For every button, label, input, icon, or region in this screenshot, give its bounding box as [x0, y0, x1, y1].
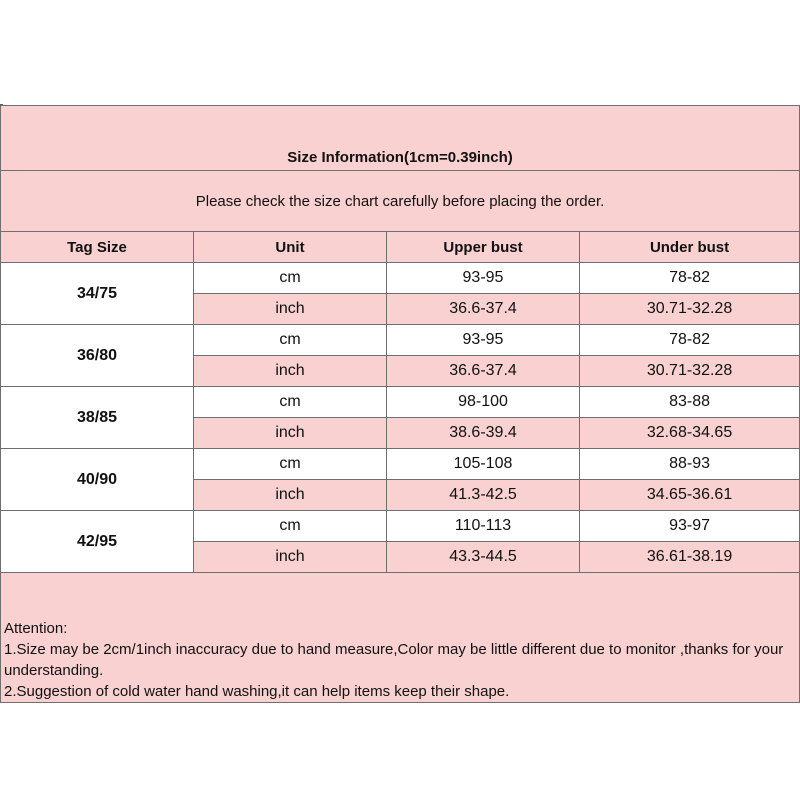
upper-bust-cell: 98-100	[387, 387, 580, 418]
under-bust-cell: 34.65-36.61	[580, 480, 800, 511]
upper-bust-cell: 41.3-42.5	[387, 480, 580, 511]
header-tag-size: Tag Size	[1, 232, 194, 263]
unit-cell: inch	[194, 356, 387, 387]
unit-cell: cm	[194, 449, 387, 480]
unit-cell: cm	[194, 387, 387, 418]
under-bust-cell: 83-88	[580, 387, 800, 418]
unit-cell: cm	[194, 325, 387, 356]
upper-bust-cell: 105-108	[387, 449, 580, 480]
tag-size-cell: 34/75	[1, 263, 194, 325]
tag-size-cell: 40/90	[1, 449, 194, 511]
attention-note-2: 2.Suggestion of cold water hand washing,it can help items keep their shape.	[4, 683, 510, 700]
header-under-bust: Under bust	[580, 232, 800, 263]
upper-bust-cell: 110-113	[387, 511, 580, 542]
under-bust-cell: 32.68-34.65	[580, 418, 800, 449]
size-chart	[0, 105, 800, 701]
unit-cell: inch	[194, 480, 387, 511]
upper-bust-cell: 43.3-44.5	[387, 542, 580, 573]
under-bust-cell: 93-97	[580, 511, 800, 542]
chart-notice: Please check the size chart carefully before placing the order.	[1, 171, 800, 232]
table-row	[1, 387, 800, 418]
upper-bust-cell: 36.6-37.4	[387, 294, 580, 325]
unit-cell: inch	[194, 294, 387, 325]
upper-bust-cell: 93-95	[387, 263, 580, 294]
header-upper-bust: Upper bust	[387, 232, 580, 263]
table-row	[1, 325, 800, 356]
attention-heading: Attention:	[4, 620, 68, 637]
notes-spacer	[1, 573, 800, 619]
table-row	[1, 263, 800, 294]
unit-cell: cm	[194, 511, 387, 542]
tag-size-cell: 36/80	[1, 325, 194, 387]
upper-bust-cell: 36.6-37.4	[387, 356, 580, 387]
under-bust-cell: 78-82	[580, 263, 800, 294]
under-bust-cell: 30.71-32.28	[580, 294, 800, 325]
unit-cell: cm	[194, 263, 387, 294]
under-bust-cell: 78-82	[580, 325, 800, 356]
attention-note-1: 1.Size may be 2cm/1inch inaccuracy due to hand measure,Color may be little different due to monitor ,thanks for your understanding.	[4, 641, 784, 679]
table-row	[1, 511, 800, 542]
unit-cell: inch	[194, 418, 387, 449]
header-unit: Unit	[194, 232, 387, 263]
attention-notes	[1, 618, 800, 703]
tag-size-cell: 38/85	[1, 387, 194, 449]
upper-bust-cell: 93-95	[387, 325, 580, 356]
upper-bust-cell: 38.6-39.4	[387, 418, 580, 449]
under-bust-cell: 88-93	[580, 449, 800, 480]
size-table	[0, 105, 800, 703]
tag-size-cell: 42/95	[1, 511, 194, 573]
under-bust-cell: 30.71-32.28	[580, 356, 800, 387]
chart-title: Size Information(1cm=0.39inch)	[1, 106, 800, 171]
unit-cell: inch	[194, 542, 387, 573]
table-row	[1, 449, 800, 480]
under-bust-cell: 36.61-38.19	[580, 542, 800, 573]
